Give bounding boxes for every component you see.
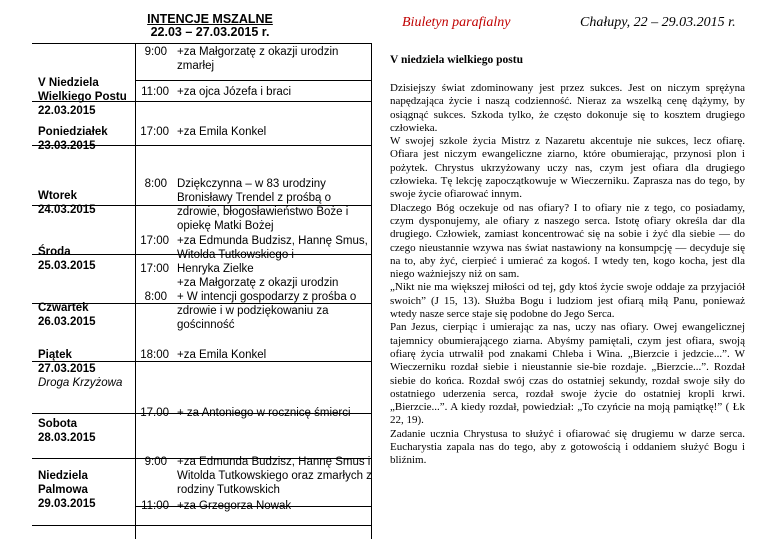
mass-time: 11:00	[141, 500, 169, 512]
article-paragraph: „Nikt nie ma większej miłości od tej, gdy ktoś życie swoje oddaje za przyjaciół swoich” (J 15, 13). Służba Bogu i ludziom jest ofiarą miłą Panu, ponieważ wtedy nasze serce staje się podobne do Jego Serca.	[390, 281, 745, 321]
mass-time: 18:00	[140, 349, 169, 361]
article-title: V niedziela wielkiego postu	[390, 54, 524, 66]
article-paragraph: Pan Jezus, cierpiąc i umierając za nas, uczy nas ofiary. Owej ewangelicznej tajemnicy obumierającego ziarna. Abyśmy pamiętali, czym jest ofiara, swoją ofiarę życia utrwalił pod znakami Chleba i Wina. „Bierzcie i jedzcie...”. W Wieczerniku rozdał siebie i nieustannie sie-bie rozdaje. „Bierzcie...”. Rozdał siebie do końca. Rozdał swój czas do ostatniej sekundy, rozdał swoje siły do ostatniego uderzenia serca, rozdał swoje życie do ostatniej kropli krwi. „Bierzcie...”. A kiedy rozdał, powiedział: „To czyńcie na moją pamiątkę!” ( Łk 22, 19).	[390, 321, 745, 427]
mass-time: 8:00	[144, 178, 167, 190]
day-label: Niedziela Palmowa 29.03.2015	[38, 470, 96, 510]
mass-time: 9:00	[144, 456, 167, 468]
mass-intention: +za Edmunda Budzisz, Hannę Smus i Witolda Tutkowskiego oraz zmarłych z rodziny Tutkowskich	[177, 456, 372, 496]
mass-intention: +za Emila Konkel	[177, 349, 267, 361]
schedule-title-block	[140, 12, 280, 39]
mass-time: 17:00	[140, 126, 169, 138]
mass-time: 17:00	[140, 263, 169, 275]
article-paragraph: Dlaczego Bóg oczekuje od nas ofiary? I to ofiary nie z tego, co posiadamy, czym dysponujemy, ale ofiary z naszego serca. Istotę ofiary określa dar dla drugiego. Człowiek, zamiast koncentrować się na sobie i żyć dla siebie — do czego nieustannie wzywa nas świat nastawiony na konsumpcję — decyduje się na to, aby żyć, cierpieć i umierać za kogoś. I wtedy ten, kogo kocha, jest dla niego ważniejszy niż on sam.	[390, 201, 745, 281]
mass-intention: +za Małgorzatę z okazji urodzin	[177, 277, 339, 289]
day-label: Piątek 27.03.2015 Droga Krzyżowa	[38, 348, 134, 390]
day-label: Środa 25.03.2015	[38, 246, 96, 272]
article-paragraph: Zadanie ucznia Chrystusa to służyć i ofiarować się drugiemu w darze serca. Eucharystia zapala nas do tego, aby z gotowością i oddaniem służyć Bogu i bliźnim.	[390, 427, 745, 467]
mass-intention: + za Antoniego w rocznicę śmierci	[177, 407, 351, 419]
table-border-bottom	[32, 525, 372, 526]
day-label: Wtorek 24.03.2015	[38, 190, 96, 216]
mass-intention: +za Małgorzatę z okazji urodzin zmarłej	[177, 46, 339, 72]
table-border-top	[32, 43, 372, 44]
article-body	[390, 82, 745, 468]
article-paragraph: Dzisiejszy świat zdominowany jest przez sukces. Jest on niczym sprężyna napędzająca życie i naszą codzienność. Nieraz za wszelką cenę dążymy, by osiągnąć sukces. Szkoda tylko, że często dokonuje się to kosztem drugiego człowieka.	[390, 82, 745, 134]
row-separator	[135, 80, 372, 81]
schedule-date-range: 22.03 – 27.03.2015 r.	[150, 25, 270, 39]
mass-time: 9:00	[144, 46, 167, 58]
bulletin-header-title: Biuletyn parafialny	[402, 15, 511, 30]
day-label: Czwartek 26.03.2015	[38, 302, 96, 328]
mass-intention: +za Edmunda Budzisz, Hannę Smus, Witolda Tutkowskiego i	[177, 235, 368, 261]
day-label: Sobota 28.03.2015	[38, 418, 96, 444]
mass-intention: +za ojca Józefa i braci	[177, 86, 292, 98]
day-label: V Niedziela Wielkiego Postu 22.03.2015	[38, 77, 127, 117]
mass-intention: +za Emila Konkel	[177, 126, 267, 138]
mass-intention: + W intencji gospodarzy z prośba o zdrowie i w podziękowaniu za gościnność	[177, 291, 357, 331]
mass-time: 17:00	[140, 235, 169, 247]
mass-intention: Henryka Zielke	[177, 263, 254, 275]
mass-intention: Dziękczynna – w 83 urodziny Bronisławy Trendel z prośbą o zdrowie, błogosławieństwo Boże i opiekę Matki Bożej	[177, 178, 349, 232]
mass-time: 17.00	[140, 407, 169, 419]
day-label: Poniedziałek 23.03.2015	[38, 126, 108, 152]
article-paragraph: W swojej szkole życia Mistrz z Nazaretu akcentuje nie sukces, lecz ofiarę. Ofiara jest niczym ewangeliczne ziarno, które obumierając, przynosi plon i pożytek. Chrystus ukrzyżowany uczy nas, czym jest ofiara dla drugiego człowieka. Tę lekcję zapoczątkowuje w Wieczerniku. Zaprasza nas do tego, by swoje życie ofiarować innym.	[390, 135, 745, 201]
bulletin-header-date: Chałupy, 22 – 29.03.2015 r.	[580, 15, 736, 30]
day-note: Droga Krzyżowa	[38, 377, 123, 389]
mass-intention: +za Grzegorza Nowak	[177, 500, 292, 512]
intentions-table	[32, 43, 372, 539]
mass-time: 11:00	[141, 86, 169, 98]
schedule-title: INTENCJE MSZALNE	[147, 12, 273, 26]
mass-time: 8:00	[144, 291, 167, 303]
